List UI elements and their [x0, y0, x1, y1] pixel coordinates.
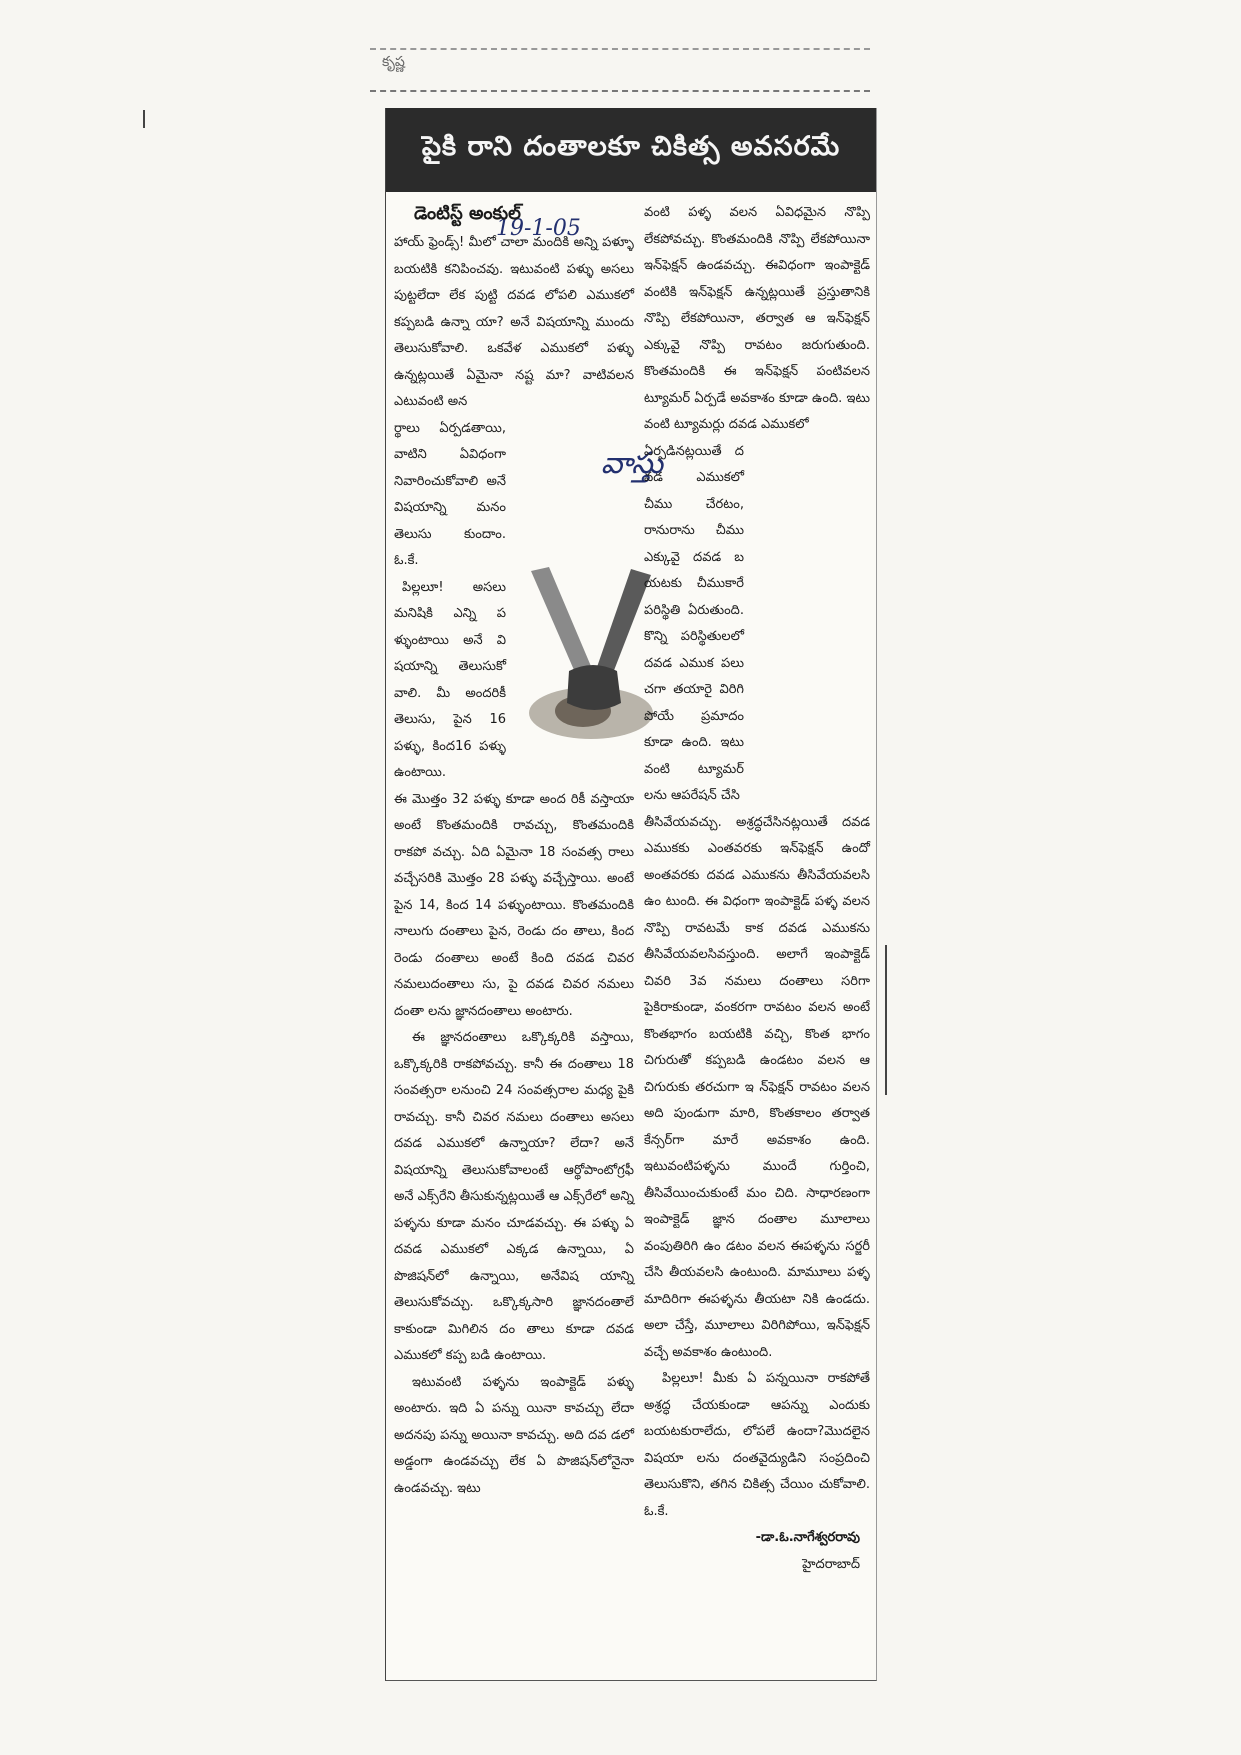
author-signature: -డా.ఓ.నాగేశ్వరరావు — [755, 1530, 860, 1545]
left-column — [394, 200, 634, 1502]
left-paragraph-2-wrap: పిల్లలూ! అసలు మనిషికి ఎన్ని ప ళ్ళుంటాయి అనే వి షయాన్ని తెలుసుకో వాలి. మీ అందరికీ తెలుసు, పైన 16 పళ్ళు, కింద16 పళ్ళు ఉంటాయి. — [394, 579, 506, 780]
headline: పైకి రాని దంతాలకూ చికిత్స అవసరమే — [386, 108, 876, 192]
left-wrap-block — [394, 416, 506, 787]
author-place: హైదరాబాద్ — [802, 1556, 860, 1572]
right-paragraph-2: తీసివేయవచ్చు. అశ్రద్ధచేసినట్లయితే దవడ ఎముకకు ఎంతవరకు ఇన్‌ఫెక్షన్ ఉందో అంతవరకు దవడ ఎముకను తీసివేయవలసి ఉం టుంది. ఈ విధంగా ఇంపాక్టెడ్ పళ్ళ వలన నొప్పి రావటమే కాక దవడ ఎముకను తీసివేయవలసివస్తుంది. అలాగే ఇంపాక్టెడ్ చివరి 3వ నమలు దంతాలు సరిగా పైకిరాకుండా, వంకరగా రావటం వలన అంటే కొంతభాగం బయటికి వచ్చి, కొంత భాగం చిగురుతో కప్పబడి ఉండటం వలన ఆ చిగురుకు తరచుగా ఇ న్‌ఫెక్షన్ రావటం వలన అది పుండుగా మారి, కొంతకాలం తర్వాత కేన్సర్‌గా మారే అవకాశం ఉంది. ఇటువంటిపళ్ళను ముందే గుర్తించి, తీసివేయించుకుంటే మం చిది. సాధారణంగా ఇంపాక్టెడ్ జ్ఞాన దంతాల మూలాలు వంపుతిరిగి ఉం డటం వలన ఈపళ్ళను సర్జరీ చేసి తీయవలసి ఉంటుంది. మామూలు పళ్ళ మాదిరిగా ఈపళ్ళను తీయటా నికి ఉండదు. అలా చేస్తే, మూలాలు విరిగిపోయి, ఇన్‌ఫెక్షన్ వచ్చే అవకాశం ఉంటుంది. — [644, 814, 870, 1360]
left-paragraph-4: ఈ జ్ఞానదంతాలు ఒక్కొక్కరికి వస్తాయి, ఒక్కొక్కరికి రాకపోవచ్చు. కానీ ఈ దంతాలు 18 సంవత్సరా లనుంచి 24 సంవత్సరాల మధ్య పైకి రావచ్చు. కానీ చివర నమలు దంతాలు అసలు దవడ ఎముకలో ఉన్నాయా? లేదా? అనే విషయాన్ని తెలుసుకోవాలంటే ఆర్థోపాంటోగ్రఫీ అనే ఎక్స్‌రేని తీసుకున్నట్లయితే ఆ ఎక్స్‌రేలో అన్ని పళ్ళను కూడా మనం చూడవచ్చు. ఈ పళ్ళు ఏ దవడ ఎముకలో ఎక్కడ ఉన్నాయి, ఏ పొజిషన్‌లో ఉన్నాయి, అనేవిష యాన్ని తెలుసుకోవచ్చు. ఒక్కొక్కసారి జ్ఞానదంతాలే కాకుండా మిగిలిన దం తాలు కూడా దవడ ఎముకలో కప్ప బడి ఉంటాయి. — [394, 1030, 634, 1363]
left-paragraph-3: ఈ మొత్తం 32 పళ్ళు కూడా అంద రికీ వస్తాయా అంటే కొంతమందికి రావచ్చు, కొంతమందికి రాకపో వచ్చు. ఏది ఏమైనా 18 సంవత్స రాలు వచ్చేసరికి మొత్తం 28 పళ్ళు వచ్చేస్తాయి. అంటే పైన 14, కింద 14 పళ్ళుంటాయి. కొంతమందికి నాలుగు దంతాలు పైన, రెండు దం తాలు, కింద రెండు దంతాలు అంటే కింది దవడ చివర నమలుదంతాలు సు, పై దవడ చివర నమలు దంతా లను జ్ఞానదంతాలు అంటారు. — [394, 791, 634, 1019]
margin-tick-left — [143, 110, 145, 128]
news-clipping — [385, 108, 877, 1681]
handwritten-mark: వాస్తు — [601, 446, 663, 481]
right-paragraph-1-wrap: ఏర్పడినట్లయితే ద వడ ఎముకలో చీము చేరటం, రానురాను చీము ఎక్కువై దవడ బ యటకు చీముకారే పరిస్థితి ఏరుతుంది. కొన్ని పరిస్థితులలో దవడ ఎముక పలు చగా తయారై విరిగి పోయే ప్రమాదం కూడా ఉంది. ఇటు వంటి ట్యూమర్ లను ఆపరేషన్ చేసి — [644, 443, 744, 803]
left-paragraph-1-wrap: ర్థాలు ఏర్పడతాయి, వాటిని ఏవిధంగా నివారించుకోవాలి అనే విషయాన్ని మనం తెలుసు కుందాం. ఓ.కే. — [394, 420, 506, 568]
right-column — [644, 200, 870, 1578]
right-paragraph-1: వంటి పళ్ళ వలన ఏవిధమైన నొప్పి లేకపోవచ్చు. కొంతమందికి నొప్పి లేకపోయినా ఇన్‌ఫెక్షన్ ఉండవచ్చు. ఈవిధంగా ఇంపాక్టెడ్ వంటికి ఇన్‌ఫెక్షన్ ఉన్నట్లయితే ప్రస్తుతానికి నొప్పి లేకపోయినా, తర్వాత ఆ ఇన్‌ఫెక్షన్ ఎక్కువై నొప్పి రావటం జరుగుతుంది. కొంతమందికి ఈ ఇన్‌ఫెక్షన్ పంటివలన ట్యూమర్ ఏర్పడే అవకాశం కూడా ఉంది. ఇటు వంటి ట్యూమర్లు దవడ ఎముకలో — [644, 205, 870, 432]
byline: డెంటిస్ట్ అంకుల్ — [414, 203, 521, 224]
header-strip-text: కృష్ణ — [382, 54, 405, 70]
right-paragraph-3: పిల్లలూ! మీకు ఏ పన్నయినా రాకపోతే అశ్రద్ధ చేయకుండా ఆపన్ను ఎందుకు బయటకురాలేదు, లోపలే ఉందా?మొదలైన విషయా లను దంతవైద్యుడిని సంప్రదించి తెలుసుకొని, తగిన చికిత్స చేయిం చుకోవాలి. ఓ.కే. — [644, 1371, 870, 1519]
handwritten-date: 19-1-05 — [496, 216, 581, 241]
margin-rule-right — [885, 945, 887, 1095]
left-paragraph-1: హాయ్ ఫ్రెండ్స్! మీలో చాలా మందికి అన్ని పళ్ళూ బయటికి కనిపించవు. ఇటువంటి పళ్ళు అసలు పుట్టలేదా లేక పుట్టి దవడ లోపలి ఎముకలో కప్పబడి ఉన్నా యా? అనే విషయాన్ని ముందు తెలుసుకోవాలి. ఒకవేళ ఎముకలో పళ్ళు ఉన్నట్లయితే ఏమైనా నష్ట మా? వాటివలన ఎటువంటి అన — [394, 235, 634, 409]
newspaper-header-strip — [370, 48, 870, 92]
left-paragraph-5: ఇటువంటి పళ్ళను ఇంపాక్టెడ్ పళ్ళు అంటారు. ఇది ఏ పన్ను యినా కావచ్చు లేదా అదనపు పన్ను అయినా కావచ్చు. అది దవ డలో అడ్డంగా ఉండవచ్చు లేక ఏ పొజిషన్‌లోనైనా ఉండవచ్చు. ఇటు — [394, 1374, 634, 1496]
